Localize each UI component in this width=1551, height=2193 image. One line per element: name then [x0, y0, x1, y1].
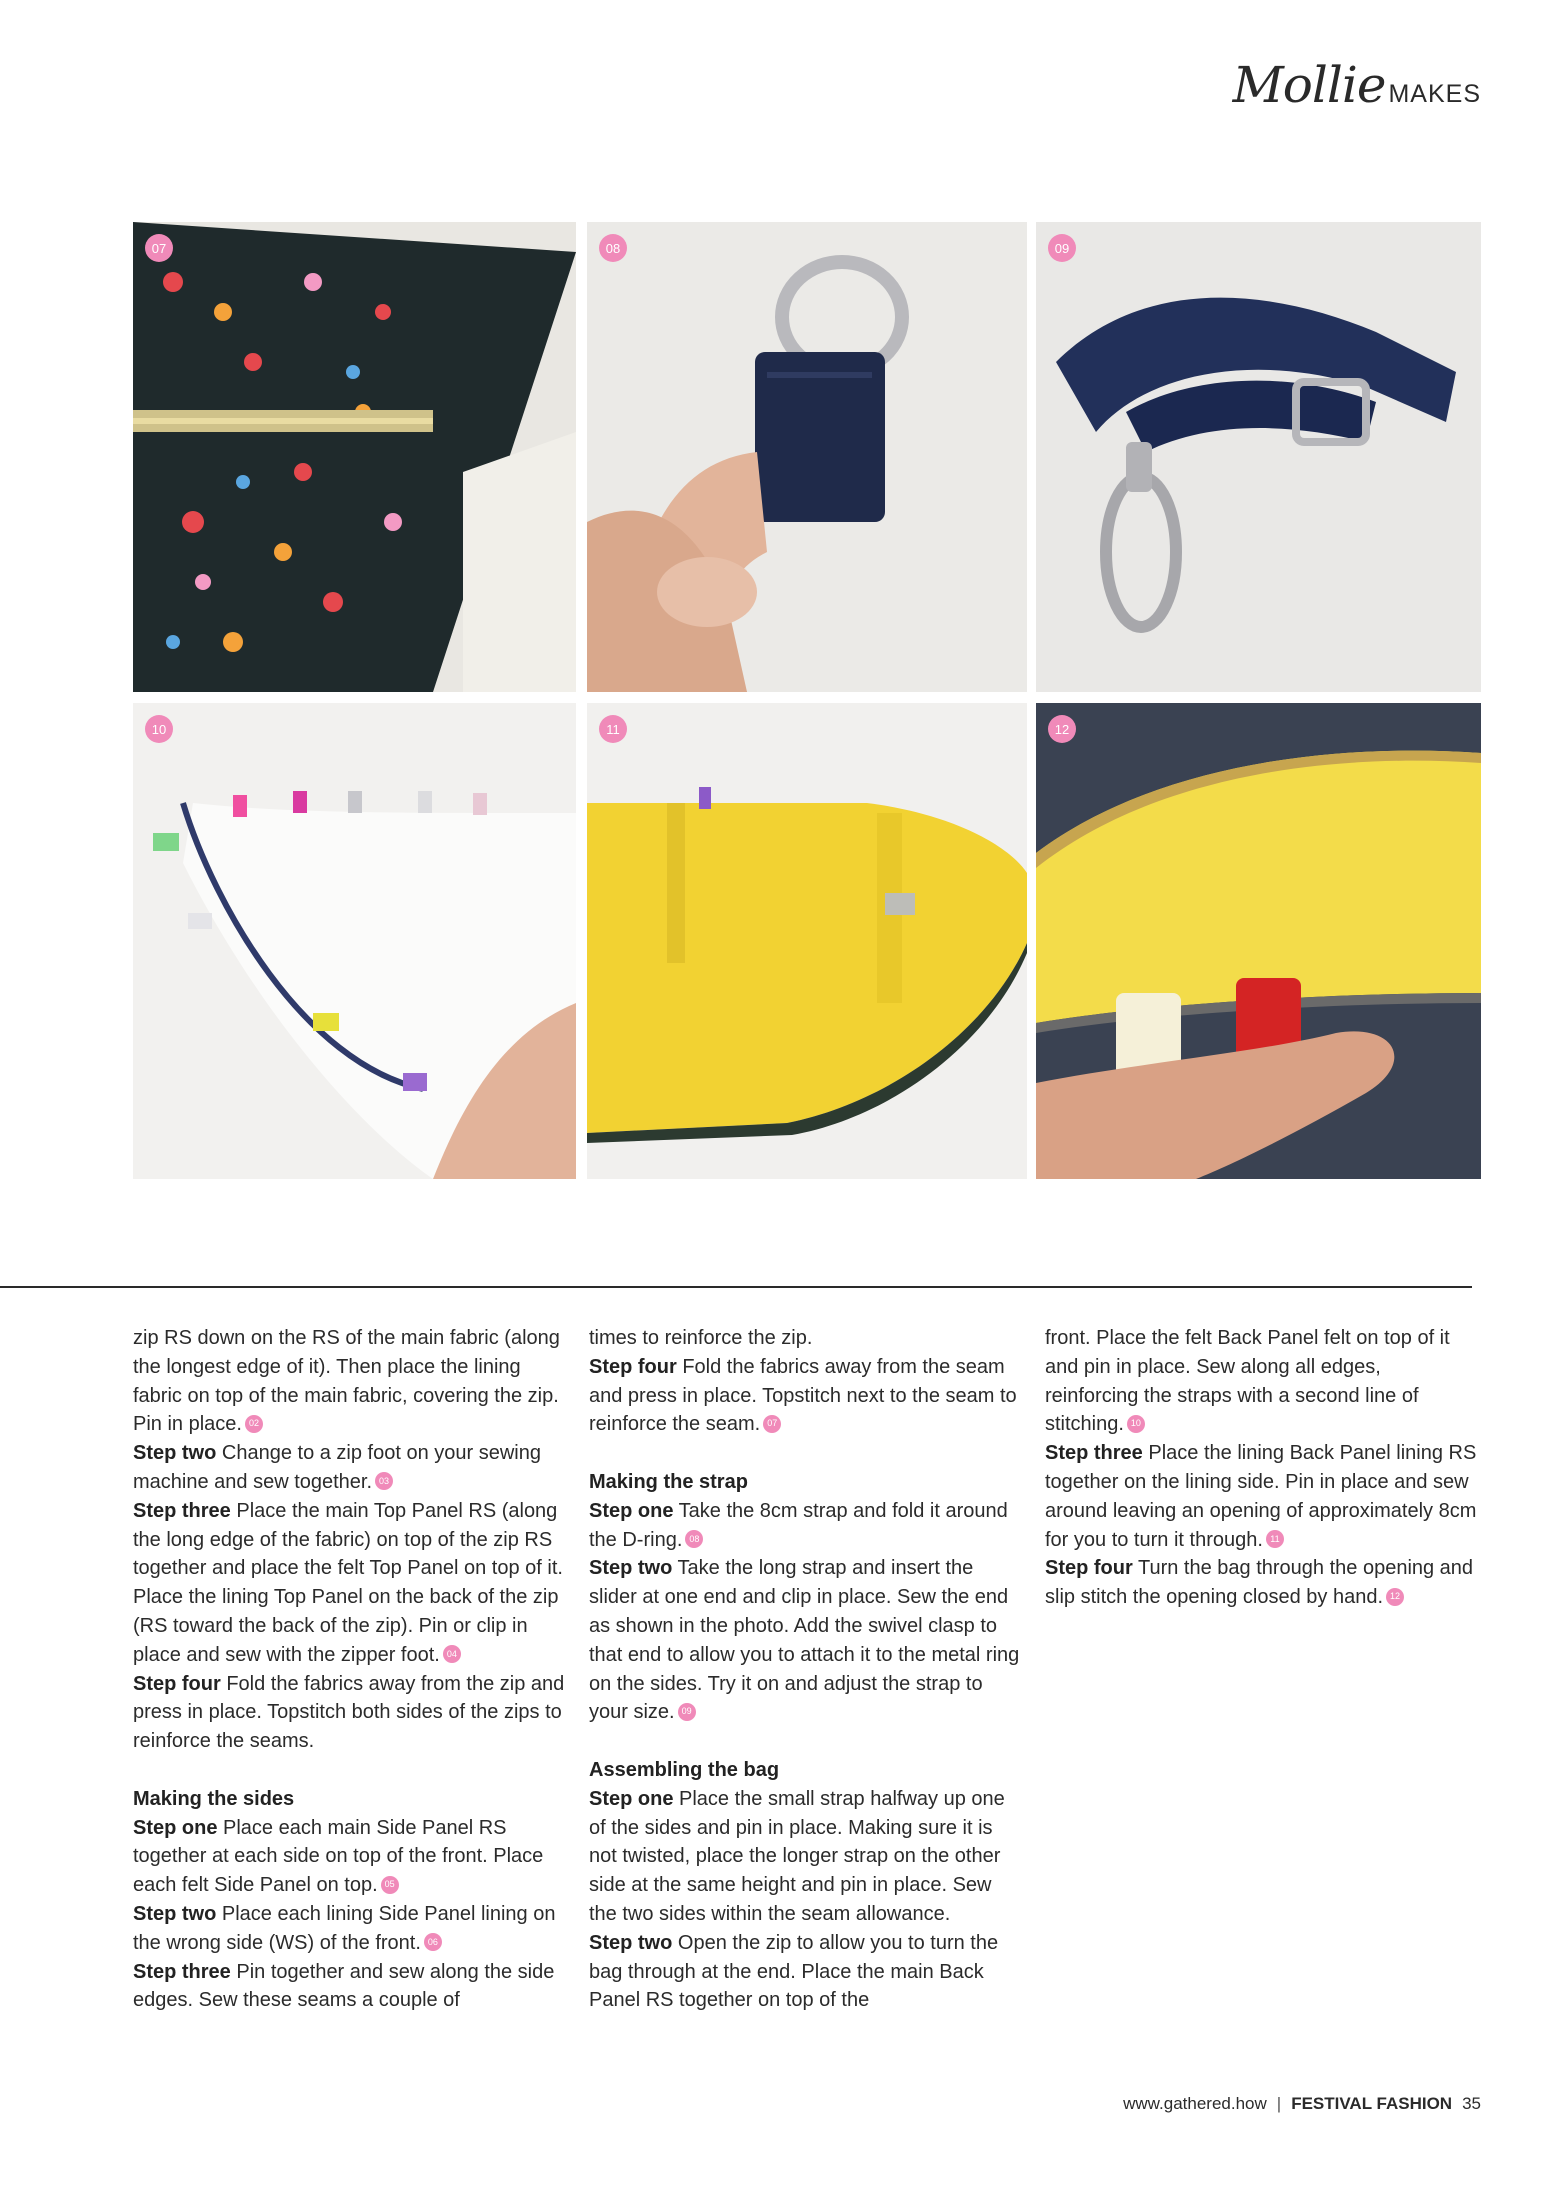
footer-separator: | [1276, 2094, 1282, 2113]
step-reference-badge: 06 [424, 1933, 442, 1951]
paragraph: times to reinforce the zip. [589, 1327, 813, 1349]
body-column-1 [133, 1324, 565, 2015]
body-column-3 [1045, 1324, 1477, 1612]
photo-number-badge: 12 [1048, 715, 1076, 743]
yellow-lining-photo [587, 703, 1027, 1179]
section-heading: Assembling the bag [589, 1758, 780, 1781]
paragraph: Step two Take the long strap and insert the slider at one end and clip in place. Sew the end as shown in the photo. Add the swivel clasp to that end to allow you to attach it to the metal ring on the sides. Try it on and adjust the strap to your size. 09 [589, 1557, 1020, 1724]
slip-stitch-opening-photo [1036, 703, 1481, 1179]
brand-caps: MAKES [1388, 80, 1481, 108]
step-reference-badge: 11 [1266, 1530, 1284, 1548]
paragraph: Step two Change to a zip foot on your sewing machine and sew together. 03 [133, 1442, 541, 1493]
paragraph: Step four Turn the bag through the opening and slip stitch the opening closed by hand. 12 [1045, 1557, 1474, 1609]
paragraph: front. Place the felt Back Panel felt on top of it and pin in place. Sew along all edges, reinforcing the straps with a second line of stitching. 10 [1045, 1327, 1450, 1436]
paragraph: Step four Fold the fabrics away from the zip and press in place. Topstitch both sides of the zips to reinforce the seams. [133, 1672, 565, 1753]
paragraph: zip RS down on the RS of the main fabric (along the longest edge of it). Then place the lining fabric on top of the main fabric, covering the zip. Pin in place. 02 [133, 1327, 560, 1436]
step-reference-badge: 08 [685, 1530, 703, 1548]
photo-number-badge: 07 [145, 234, 173, 262]
section-name: FESTIVAL FASHION [1291, 2094, 1453, 2113]
photo-number-badge: 09 [1048, 234, 1076, 262]
step-reference-badge: 12 [1386, 1588, 1404, 1606]
body-column-2 [589, 1324, 1021, 2015]
photo-number-badge: 10 [145, 715, 173, 743]
paragraph: Step one Place each main Side Panel RS together at each side on top of the front. Place each felt Side Panel on top. 05 [133, 1816, 544, 1897]
section-heading: Making the strap [589, 1470, 748, 1493]
page-footer [1123, 2094, 1481, 2114]
paragraph: Step one Place the small strap halfway up one of the sides and pin in place. Making sure it is not twisted, place the longer strap on the other side at the same height and pin in place. Sew the two sides within the seam allowance. [589, 1787, 1005, 1925]
step-reference-badge: 02 [245, 1415, 263, 1433]
photo-number-badge: 08 [599, 234, 627, 262]
paragraph: Step three Pin together and sew along the side edges. Sew these seams a couple of [133, 1960, 555, 2012]
step-reference-badge: 05 [381, 1876, 399, 1894]
page-number: 35 [1462, 2094, 1481, 2113]
step-reference-badge: 09 [678, 1703, 696, 1721]
photo-number-badge: 11 [599, 715, 627, 743]
paragraph: Step three Place the main Top Panel RS (along the long edge of the fabric) on top of the zip RS together and place the felt Top Panel on top of it. Place the lining Top Panel on the back of the zip (RS toward the back of the zip). Pin or clip in place and sew with the zipper foot. 04 [133, 1499, 563, 1666]
fabric-zip-photo [133, 222, 576, 692]
paragraph: Step three Place the lining Back Panel lining RS together on the lining side. Pin in place and sew around leaving an opening of approximately 8cm for you to turn it through. 11 [1045, 1442, 1477, 1551]
step-reference-badge: 07 [763, 1415, 781, 1433]
paragraph: Step two Open the zip to allow you to turn the bag through at the end. Place the main Back Panel RS together on top of the [589, 1931, 999, 2012]
paragraph: Step four Fold the fabrics away from the seam and press in place. Topstitch next to the seam to reinforce the seam. 07 [589, 1355, 1017, 1436]
step-reference-badge: 10 [1127, 1415, 1145, 1433]
step-reference-badge: 04 [443, 1645, 461, 1663]
d-ring-strap-photo [587, 222, 1027, 692]
strap-slider-clasp-photo [1036, 222, 1481, 692]
section-heading: Making the sides [133, 1787, 295, 1810]
website-link[interactable]: www.gathered.how [1123, 2094, 1267, 2113]
paragraph: Step two Place each lining Side Panel lining on the wrong side (WS) of the front. 06 [133, 1902, 556, 1954]
step-reference-badge: 03 [375, 1472, 393, 1490]
masthead-logo [1233, 56, 1481, 114]
paragraph: Step one Take the 8cm strap and fold it around the D-ring. 08 [589, 1499, 1008, 1551]
section-divider [0, 1286, 1472, 1288]
brand-script: Mollie [1232, 56, 1386, 114]
clipped-felt-panel-photo [133, 703, 576, 1179]
